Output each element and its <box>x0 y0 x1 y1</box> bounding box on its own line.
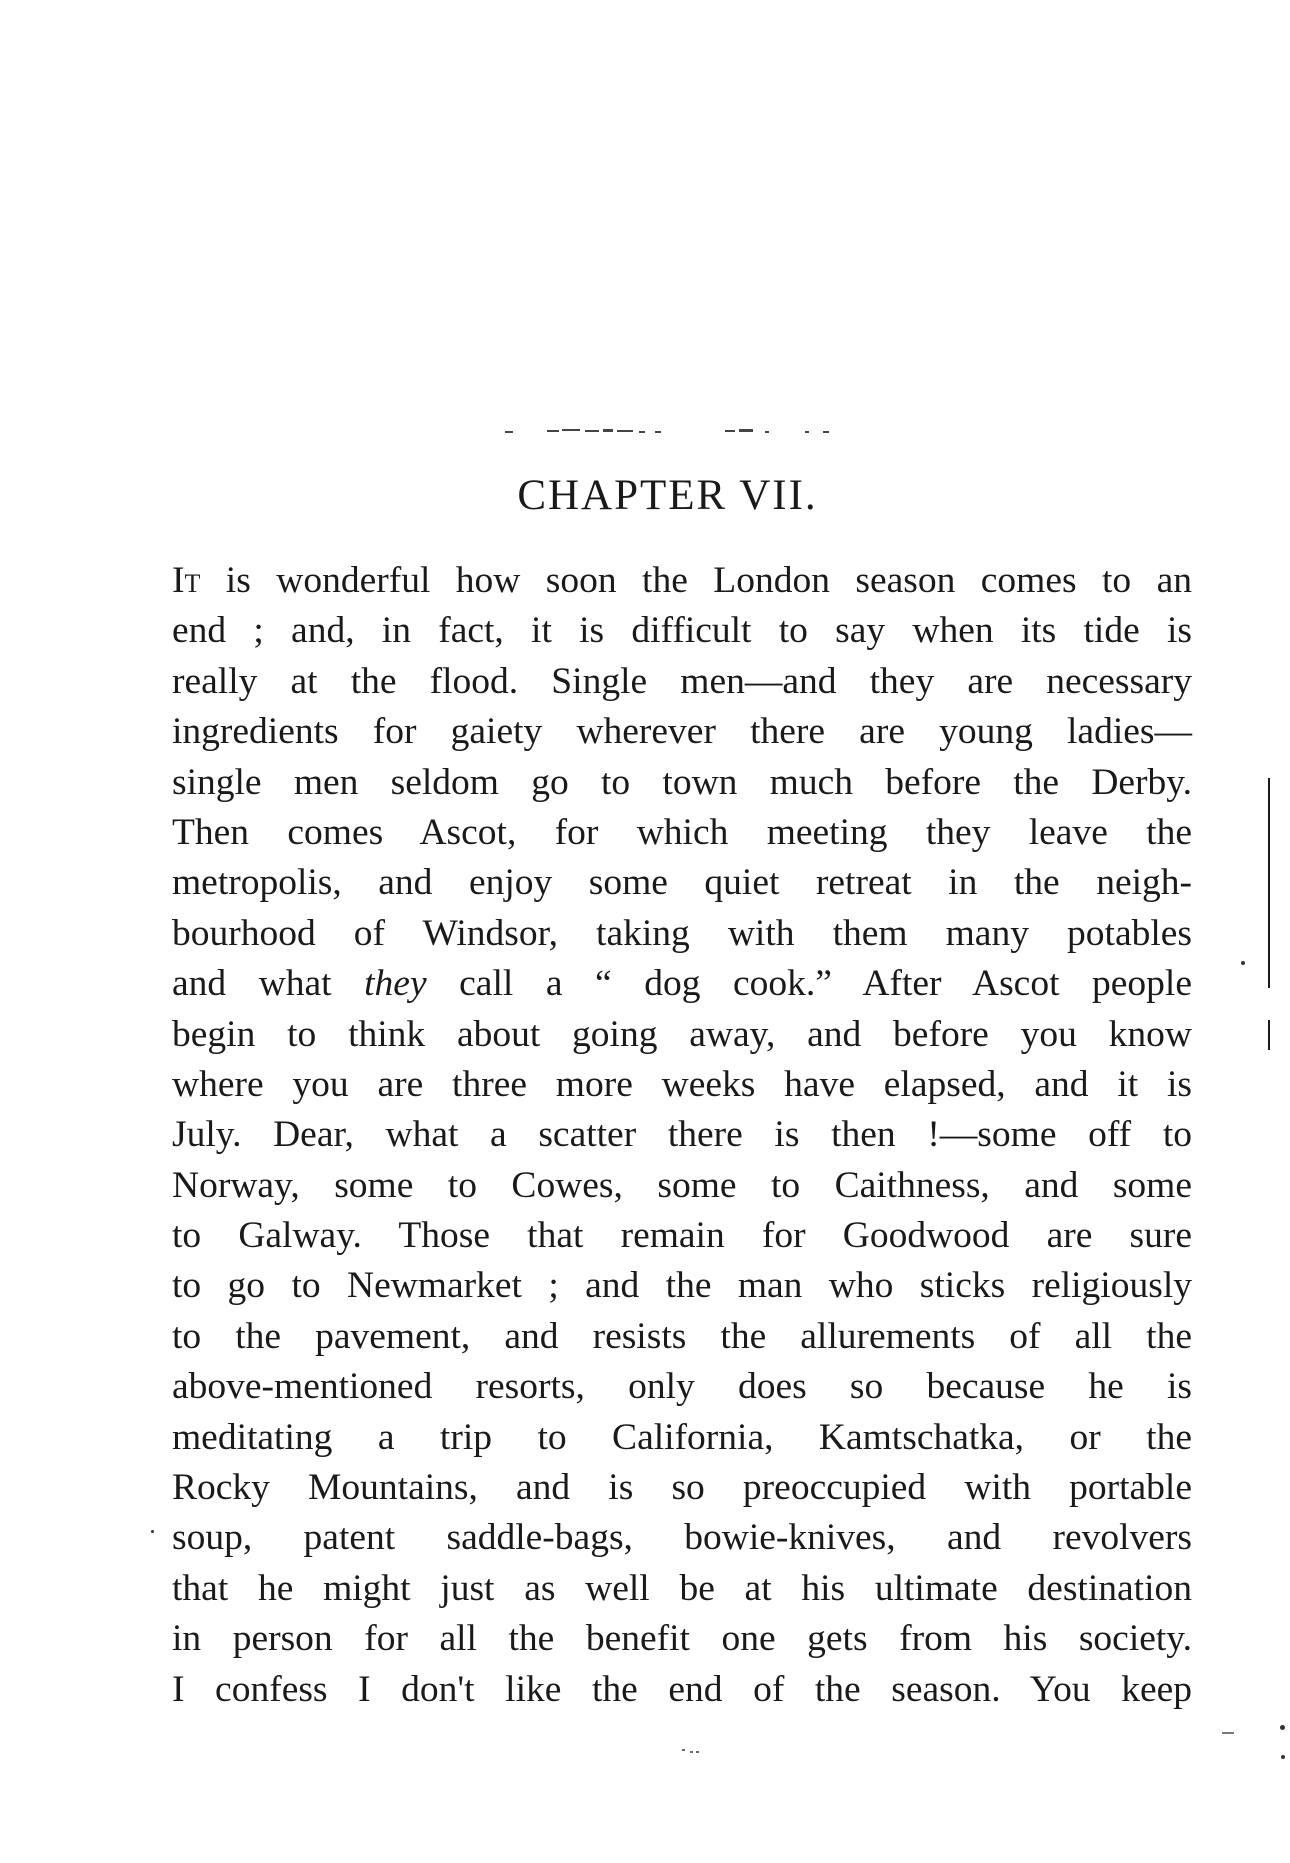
text-line: Norway, some to Cowes, some to Caithness, and some <box>172 1164 1192 1206</box>
text-line-after-italic: call a “ dog cook.” After Ascot people <box>426 963 1192 1005</box>
text-line <box>172 959 1192 1009</box>
text-line: to go to Newmarket ; and the man who sticks religiously <box>172 1265 1192 1307</box>
text-line: really at the flood. Single men—and they are necessary <box>172 660 1192 702</box>
text-line: I confess I don't like the end of the season. You keep <box>172 1668 1192 1710</box>
text-line: where you are three more weeks have elapsed, and it is <box>172 1063 1192 1105</box>
text-line: metropolis, and enjoy some quiet retreat in the neigh- <box>172 862 1192 904</box>
text-line-content: is wonderful how soon the London season comes to an <box>200 560 1192 601</box>
margin-speck <box>1280 1725 1285 1730</box>
margin-scan-line <box>1268 778 1270 988</box>
text-line: ingredients for gaiety wherever there are young ladies— <box>172 711 1192 753</box>
text-line: Rocky Mountains, and is so preoccupied with portable <box>172 1467 1192 1509</box>
text-line: above-mentioned resorts, only does so because he is <box>172 1366 1192 1408</box>
text-line: July. Dear, what a scatter there is then !—some off to <box>172 1114 1192 1156</box>
text-line: that he might just as well be at his ultimate destination <box>172 1567 1192 1609</box>
text-line: to the pavement, and resists the allurements of all the <box>172 1315 1192 1357</box>
text-line: Then comes Ascot, for which meeting they leave the <box>172 811 1192 853</box>
text-line: end ; and, in fact, it is difficult to say when its tide is <box>172 610 1192 652</box>
margin-scan-line <box>1268 1020 1270 1050</box>
margin-speck <box>1241 961 1245 965</box>
margin-speck <box>151 1530 154 1533</box>
text-line: begin to think about going away, and before you know <box>172 1013 1192 1055</box>
margin-scan-line <box>1222 1732 1234 1734</box>
text-line: meditating a trip to California, Kamtschatka, or the <box>172 1416 1192 1458</box>
text-line: to Galway. Those that remain for Goodwood are sure <box>172 1215 1192 1257</box>
drop-lead-caps: It <box>172 560 201 601</box>
margin-speck <box>1281 1755 1285 1759</box>
text-line: in person for all the benefit one gets from his society. <box>172 1618 1192 1660</box>
text-line <box>172 556 1192 606</box>
italic-word: they <box>364 963 427 1005</box>
chapter-body <box>172 556 1192 1715</box>
text-line: bourhood of Windsor, taking with them many potables <box>172 912 1192 954</box>
text-line: single men seldom go to town much before the Derby. <box>172 761 1192 803</box>
footer-speck <box>682 1748 704 1754</box>
chapter-title: CHAPTER VII. <box>517 472 818 519</box>
header-ornament <box>505 425 860 437</box>
text-line-before-italic: and what <box>172 963 365 1005</box>
text-line: soup, patent saddle-bags, bowie-knives, and revolvers <box>172 1517 1192 1559</box>
